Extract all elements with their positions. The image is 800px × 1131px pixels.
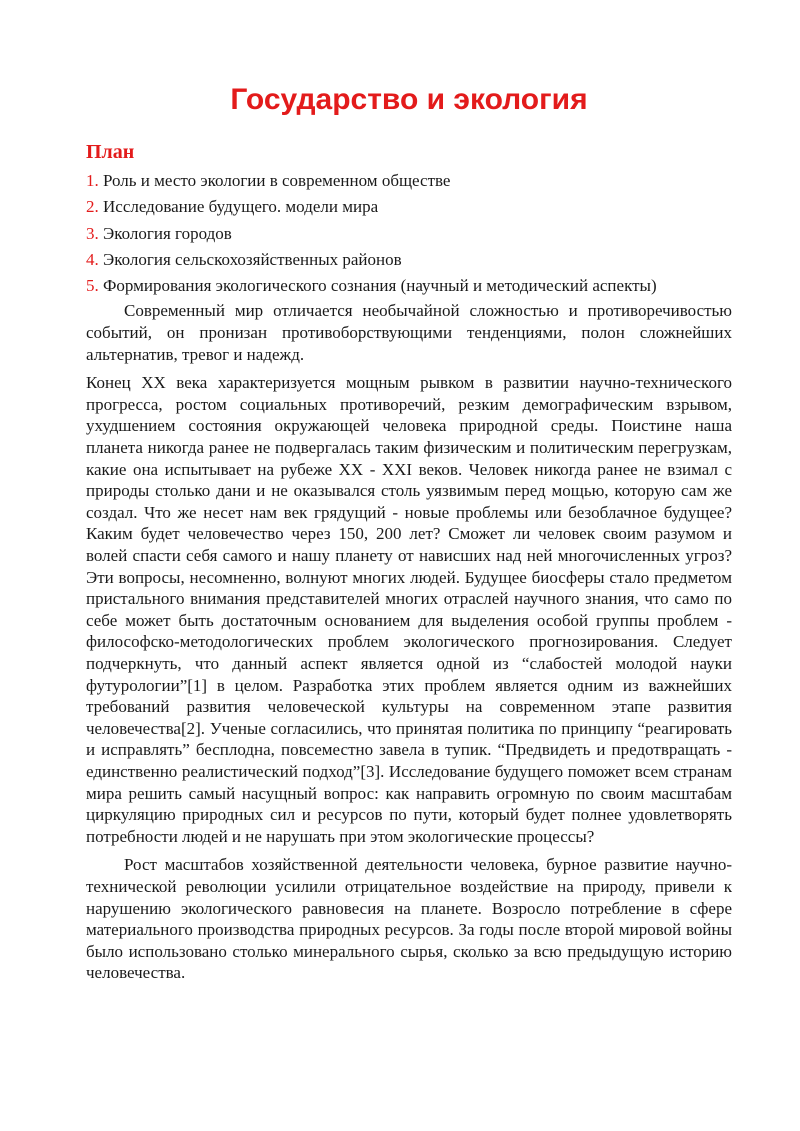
- document-title: Государство и экология: [230, 83, 588, 116]
- plan-item-text: Экология городов: [103, 223, 232, 243]
- plan-item-text: Исследование будущего. модели мира: [103, 197, 379, 217]
- plan-item: [86, 194, 732, 220]
- plan-item-number: 4.: [86, 249, 99, 269]
- plan-item-text: Формирования экологического сознания (научный и методический аспекты): [103, 276, 657, 296]
- paragraph-growth: Рост масштабов хозяйственной деятельности человека, бурное развитие научно-технической революции усилили отрицательное воздействие на природу, привели к нарушению экологического равновесия на планете. Возросло потребление в сфере материального производства природных ресурсов. За годы после второй мировой войны было использовано столько минерального сырья, сколько за всю предыдущую историю человечества.: [86, 855, 732, 983]
- plan-item-text: Роль и место экологии в современном обществе: [103, 171, 451, 190]
- plan-item: [86, 168, 732, 194]
- plan-item: [86, 247, 732, 273]
- plan-item-text: Экология сельскохозяйственных районов: [103, 249, 402, 269]
- plan-item-number: 2.: [86, 197, 99, 217]
- plan-heading: План: [86, 141, 135, 163]
- paragraph-intro: Современный мир отличается необычайной сложностью и противоречивостью событий, он пронизан противоборствующими тенденциями, полон сложнейших альтернатив, тревог и надежд.: [86, 301, 732, 364]
- document-page: [86, 0, 732, 984]
- plan-item: [86, 221, 732, 247]
- plan-item: [86, 273, 732, 299]
- plan-item-number: 3.: [86, 223, 99, 243]
- plan-list: [86, 168, 732, 299]
- plan-item-number: 1.: [86, 171, 99, 190]
- paragraph-main: Конец XX века характеризуется мощным рывком в развитии научно-технического прогресса, ростом социальных противоречий, резким демографическим взрывом, ухудшением состояния окружающей человека природной среды. Поистине наша планета никогда ранее не подвергалась таким физическим и политическим перегрузкам, какие она испытывает на рубеже XX - XXI веков. Человек никогда ранее не взимал с природы столько дани и не оказывался столь уязвимым перед мощью, которую сам же создал. Что же несет нам век грядущий - новые проблемы или безоблачное будущее? Каким будет человечество через 150, 200 лет? Сможет ли человек своим разумом и волей спасти себя самого и нашу планету от нависших над ней многочисленных угроз? Эти вопросы, несомненно, волнуют многих людей. Будущее биосферы стало предметом пристального внимания представителей многих отраслей научного знания, что само по себе может быть достаточным основанием для выделения особой группы проблем - философско-методологических проблем экологического прогнозирования. Следует подчеркнуть, что данный аспект является одной из “слабостей молодой науки футурологии”[1] в целом. Разработка этих проблем является одним из важнейших требований развития человеческой культуры на современном этапе развития человечества[2]. Ученые согласились, что принятая политика по принципу “реагировать и исправлять” бесплодна, повсеместно завела в тупик. “Предвидеть и предотвращать - единственно реалистический подход”[3]. Исследование будущего поможет всем странам мира решить самый насущный вопрос: как направить огромную по своим масштабам циркуляцию природных сил и ресурсов по пути, который будет полнее удовлетворять потребности людей и не нарушать при этом экологические процессы?: [86, 373, 732, 846]
- plan-item-number: 5.: [86, 276, 99, 296]
